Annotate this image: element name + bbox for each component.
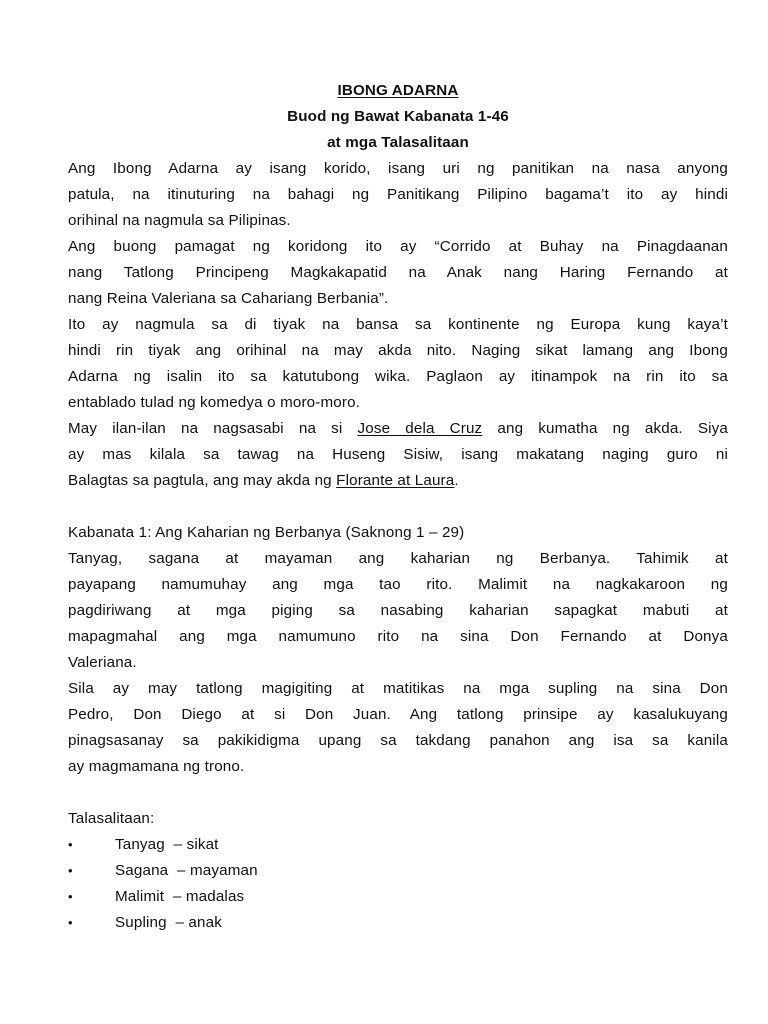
text-line [68, 468, 728, 494]
text-line [68, 416, 728, 442]
blank-line [68, 780, 728, 806]
text-line: Ito ay nagmula sa di tiyak na bansa sa kontinente ng Europa kung kaya’t [68, 316, 728, 333]
list-item [68, 858, 728, 884]
bullet-icon: • [68, 889, 73, 904]
text-line: ay magmamana ng trono. [68, 758, 245, 775]
text-line: hindi rin tiyak ang orihinal na may akda nito. Naging sikat lamang ang Ibong [68, 342, 728, 359]
text-line: Adarna ng isalin ito sa katutubong wika. Paglaon ay itinampok na rin ito sa [68, 368, 728, 385]
text-line: Pedro, Don Diego at si Don Juan. Ang tatlong prinsipe ay kasalukuyang [68, 706, 728, 723]
list-item [68, 884, 728, 910]
text-segment: May ilan-ilan na nagsasabi na si [68, 420, 358, 437]
intro-paragraph-3 [68, 312, 728, 416]
text-line: payapang namumuhay ang mga tao rito. Malimit na nagkakaroon ng [68, 576, 728, 593]
intro-paragraph-1 [68, 156, 728, 234]
text-segment: ang kumatha ng akda. Siya [482, 420, 728, 437]
work-title: Florante at Laura [336, 472, 455, 489]
text-line: Ang Ibong Adarna ay isang korido, isang uri ng panitikan na nasa anyong [68, 160, 728, 177]
vocab-heading: Talasalitaan: [68, 810, 155, 827]
document-page [68, 78, 728, 936]
text-line: Tanyag, sagana at mayaman ang kaharian ng Berbanya. Tahimik at [68, 550, 728, 567]
chapter-heading: Kabanata 1: Ang Kaharian ng Berbanya (Saknong 1 – 29) [68, 524, 465, 541]
author-name: Jose dela Cruz [357, 420, 483, 437]
chapter-paragraph-2 [68, 676, 728, 780]
text-line: nang Reina Valeriana sa Cahariang Berbania”. [68, 290, 389, 307]
document-subtitle: Buod ng Bawat Kabanata 1-46 [287, 108, 509, 125]
blank-line [68, 494, 728, 520]
text-segment: Balagtas sa pagtula, ang may akda ng [68, 472, 337, 489]
text-line: entablado tulad ng komedya o moro-moro. [68, 394, 361, 411]
chapter-paragraph-1 [68, 546, 728, 676]
vocab-entry: Sagana – mayaman [115, 862, 258, 879]
text-line: Sila ay may tatlong magigiting at matitikas na mga supling na sina Don [68, 680, 728, 697]
text-line: Ang buong pamagat ng koridong ito ay “Corrido at Buhay na Pinagdaanan [68, 238, 728, 255]
bullet-icon: • [68, 837, 73, 852]
text-segment: . [454, 472, 459, 489]
text-line: patula, na itinuturing na bahagi ng Panitikang Pilipino bagama’t ito ay hindi [68, 186, 728, 203]
text-line: ay mas kilala sa tawag na Huseng Sisiw, isang makatang naging guro ni [68, 446, 728, 463]
intro-paragraph-4 [68, 416, 728, 494]
text-line: pinagsasanay sa pakikidigma upang sa takdang panahon ang isa sa kanila [68, 732, 728, 749]
text-line: Valeriana. [68, 654, 137, 671]
vocab-entry: Supling – anak [115, 914, 222, 931]
vocab-list [68, 832, 728, 936]
text-line: mapagmahal ang mga namumuno rito na sina Don Fernando at Donya [68, 628, 728, 645]
list-item [68, 910, 728, 936]
text-line: nang Tatlong Principeng Magkakapatid na Anak nang Haring Fernando at [68, 264, 728, 281]
intro-paragraph-2 [68, 234, 728, 312]
vocab-entry: Tanyag – sikat [115, 836, 219, 853]
list-item [68, 832, 728, 858]
bullet-icon: • [68, 915, 73, 930]
bullet-icon: • [68, 863, 73, 878]
document-title: IBONG ADARNA [337, 82, 459, 99]
document-subtitle-2: at mga Talasalitaan [327, 134, 469, 151]
text-line: orihinal na nagmula sa Pilipinas. [68, 212, 291, 229]
text-line: pagdiriwang at mga piging sa nasabing kaharian sapagkat mabuti at [68, 602, 728, 619]
vocab-entry: Malimit – madalas [115, 888, 245, 905]
